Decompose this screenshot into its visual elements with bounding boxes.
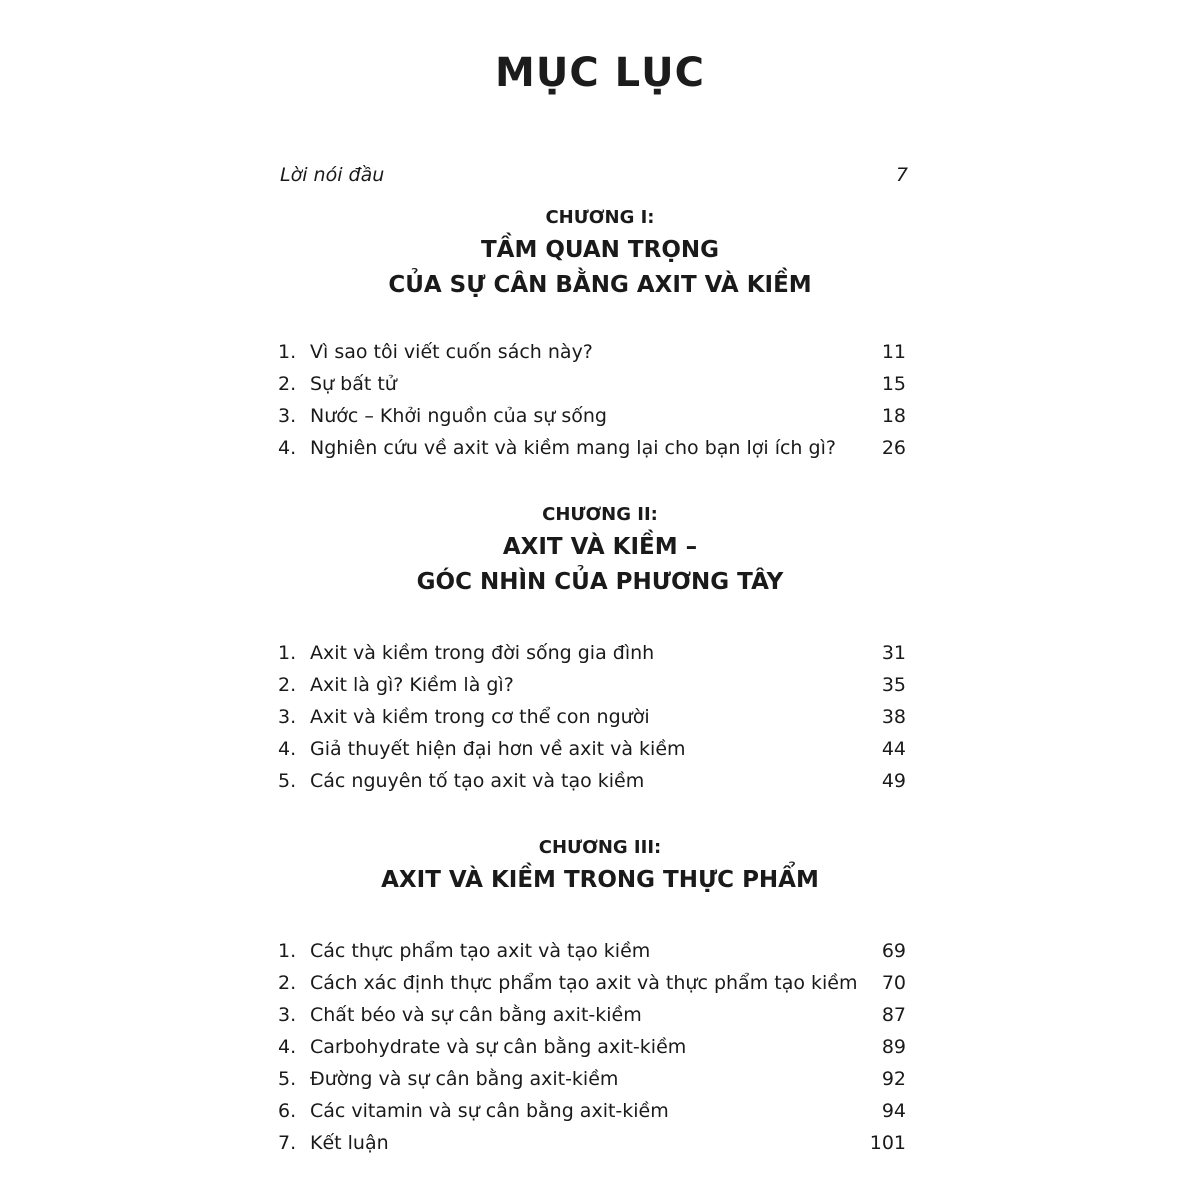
entry-page-number: 94 xyxy=(881,1100,906,1122)
toc-entry xyxy=(278,935,906,967)
entry-title: Carbohydrate và sự cân bằng axit-kiềm xyxy=(310,1036,687,1058)
entry-page-number: 92 xyxy=(881,1068,906,1090)
entry-number: 3. xyxy=(278,405,297,427)
entry-number: 1. xyxy=(278,341,297,363)
toc-entry xyxy=(278,1063,906,1095)
toc-entry xyxy=(278,368,906,400)
entry-title: Axit và kiềm trong đời sống gia đình xyxy=(310,642,655,664)
toc-entry xyxy=(278,733,906,765)
toc-entry xyxy=(278,336,906,368)
entry-page-number: 87 xyxy=(881,1004,906,1026)
entry-number: 1. xyxy=(278,940,297,962)
entry-page-number: 101 xyxy=(869,1132,906,1154)
entry-number: 4. xyxy=(278,1036,297,1058)
entry-page-number: 70 xyxy=(881,972,906,994)
preface-label: Lời nói đầu xyxy=(280,164,385,186)
toc-entry xyxy=(278,669,906,701)
entry-number: 2. xyxy=(278,972,297,994)
preface-page-number: 7 xyxy=(895,164,908,186)
entry-title: Giả thuyết hiện đại hơn về axit và kiềm xyxy=(310,738,686,760)
toc-entry xyxy=(278,967,906,999)
entry-title: Nghiên cứu về axit và kiềm mang lại cho bạn lợi ích gì? xyxy=(310,437,836,459)
entry-title: Axit là gì? Kiềm là gì? xyxy=(310,674,514,696)
chapter-2-header xyxy=(0,500,1200,600)
toc-entry xyxy=(278,765,906,797)
chapter-1-header xyxy=(0,203,1200,303)
preface-entry xyxy=(280,164,908,190)
entry-title: Các thực phẩm tạo axit và tạo kiềm xyxy=(310,940,651,962)
entry-number: 4. xyxy=(278,738,297,760)
chapter-1-list xyxy=(278,336,906,464)
entry-page-number: 69 xyxy=(881,940,906,962)
chapter-2-list xyxy=(278,637,906,797)
toc-entry xyxy=(278,1031,906,1063)
entry-title: Axit và kiềm trong cơ thể con người xyxy=(310,706,650,728)
entry-title: Nước – Khởi nguồn của sự sống xyxy=(310,405,607,427)
chapter-3-list xyxy=(278,935,906,1159)
toc-entry xyxy=(278,1095,906,1127)
toc-entry xyxy=(278,637,906,669)
entry-number: 4. xyxy=(278,437,297,459)
entry-number: 7. xyxy=(278,1132,297,1154)
chapter-3-header xyxy=(0,833,1200,898)
entry-page-number: 31 xyxy=(881,642,906,664)
entry-page-number: 26 xyxy=(881,437,906,459)
entry-number: 3. xyxy=(278,706,297,728)
entry-page-number: 44 xyxy=(881,738,906,760)
toc-entry xyxy=(278,999,906,1031)
entry-title: Cách xác định thực phẩm tạo axit và thực phẩm tạo kiềm xyxy=(310,972,858,994)
chapter-heading-line: CỦA SỰ CÂN BẰNG AXIT VÀ KIỀM xyxy=(388,272,812,298)
entry-page-number: 89 xyxy=(881,1036,906,1058)
chapter-label: CHƯƠNG II: xyxy=(542,504,658,525)
toc-entry xyxy=(278,400,906,432)
entry-title: Vì sao tôi viết cuốn sách này? xyxy=(310,341,593,363)
toc-entry xyxy=(278,1127,906,1159)
entry-page-number: 49 xyxy=(881,770,906,792)
entry-page-number: 38 xyxy=(881,706,906,728)
entry-number: 5. xyxy=(278,770,297,792)
entry-page-number: 15 xyxy=(881,373,906,395)
entry-number: 3. xyxy=(278,1004,297,1026)
entry-number: 1. xyxy=(278,642,297,664)
entry-page-number: 18 xyxy=(881,405,906,427)
chapter-heading-line: AXIT VÀ KIỀM TRONG THỰC PHẨM xyxy=(381,867,819,893)
chapter-heading-line: GÓC NHÌN CỦA PHƯƠNG TÂY xyxy=(416,569,784,595)
entry-number: 2. xyxy=(278,373,297,395)
entry-title: Các nguyên tố tạo axit và tạo kiềm xyxy=(310,770,645,792)
entry-title: Sự bất tử xyxy=(310,373,397,395)
entry-page-number: 35 xyxy=(881,674,906,696)
chapter-label: CHƯƠNG I: xyxy=(545,207,655,228)
chapter-heading-line: TẦM QUAN TRỌNG xyxy=(480,237,720,263)
entry-title: Chất béo và sự cân bằng axit-kiềm xyxy=(310,1004,642,1026)
entry-title: Đường và sự cân bằng axit-kiềm xyxy=(310,1068,619,1090)
chapter-label: CHƯƠNG III: xyxy=(538,837,662,858)
entry-title: Các vitamin và sự cân bằng axit-kiềm xyxy=(310,1100,669,1122)
entry-number: 5. xyxy=(278,1068,297,1090)
entry-page-number: 11 xyxy=(881,341,906,363)
page-title: MỤC LỤC xyxy=(495,50,705,96)
toc-entry xyxy=(278,701,906,733)
toc-entry xyxy=(278,432,906,464)
entry-number: 2. xyxy=(278,674,297,696)
entry-number: 6. xyxy=(278,1100,297,1122)
chapter-heading-line: AXIT VÀ KIỀM – xyxy=(502,534,698,560)
entry-title: Kết luận xyxy=(310,1132,389,1154)
